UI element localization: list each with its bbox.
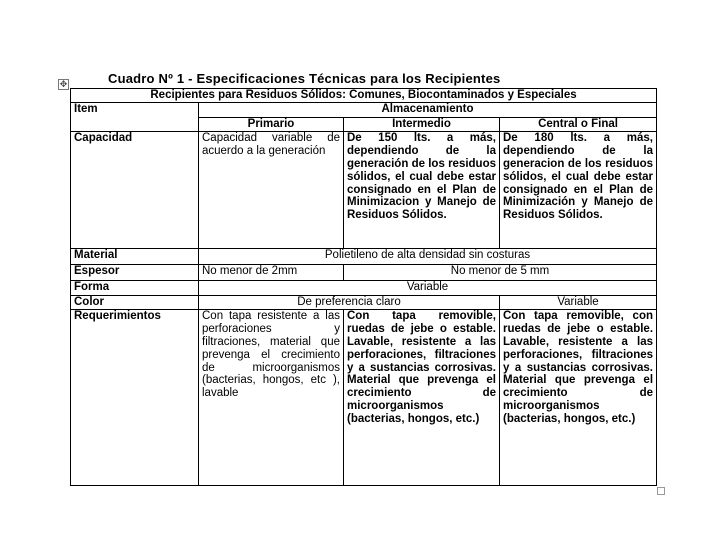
- cell-espesor-other: No menor de 5 mm: [344, 264, 657, 280]
- cell-capacidad-intermediate: De 150 lts. a más, dependiendo de la generación de los residuos sólidos, el cual debe estar consignado en el Plan de Minimizacion y Manejo de Residuos Sólidos.: [344, 131, 500, 248]
- table-banner: Recipientes para Residuos Sólidos: Comunes, Biocontaminados y Especiales: [71, 89, 657, 103]
- table-resize-handle-icon[interactable]: [657, 487, 665, 495]
- col-header-central: Central o Final: [500, 118, 657, 132]
- cell-requerimientos-primary: Con tapa resistente a las perforaciones y filtraciones, material que prevenga el crecimiento de microorganismos (bacterias, hongos, etc ), lavable: [199, 309, 344, 485]
- cell-color-primary-intermediate: De preferencia claro: [199, 295, 500, 309]
- row-label-forma: Forma: [71, 280, 199, 295]
- table-move-handle-icon[interactable]: ✥: [59, 79, 68, 89]
- cell-espesor-primary: No menor de 2mm: [199, 264, 344, 280]
- row-label-capacidad: Capacidad: [71, 131, 199, 248]
- row-label-color: Color: [71, 295, 199, 309]
- col-header-intermediate: Intermedio: [344, 118, 500, 132]
- cell-capacidad-primary: Capacidad variable de acuerdo a la generación: [199, 131, 344, 248]
- row-label-espesor: Espesor: [71, 264, 199, 280]
- specifications-table: [70, 88, 657, 486]
- table-caption: Cuadro Nº 1 - Especificaciones Técnicas para los Recipientes: [108, 71, 501, 86]
- cell-requerimientos-central: Con tapa removible, con ruedas de jebe o estable. Lavable, resistente a las perforaciones, filtraciones y a sustancias corrosivas. Material que prevenga el crecimiento de microorganismos (bacterias, hongos, etc.): [500, 309, 657, 485]
- cell-capacidad-central: De 180 lts. a más, dependiendo de la generacion de los residuos sólidos, el cual debe estar consignado en el Plan de Minimización y Manejo de Residuos Sólidos.: [500, 131, 657, 248]
- cell-requerimientos-intermediate: Con tapa removible, ruedas de jebe o estable. Lavable, resistente a las perforaciones, filtraciones y a sustancias corrosivas. Material que prevenga el crecimiento de microorganismos (bacterias, hongos, etc.): [344, 309, 500, 485]
- row-label-requerimientos: Requerimientos: [71, 309, 199, 485]
- cell-color-central: Variable: [500, 295, 657, 309]
- cell-material-all: Polietileno de alta densidad sin costuras: [199, 248, 657, 264]
- col-header-primary: Primario: [199, 118, 344, 132]
- item-header: Item: [71, 103, 199, 132]
- cell-forma-all: Variable: [199, 280, 657, 295]
- row-label-material: Material: [71, 248, 199, 264]
- storage-header: Almacenamiento: [199, 103, 657, 118]
